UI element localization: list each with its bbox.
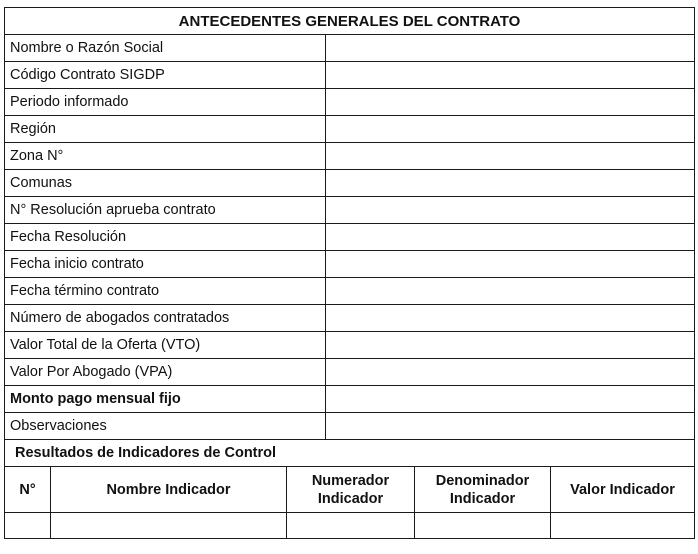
field-row [5, 62, 695, 89]
header-row [5, 467, 695, 513]
indicators-table [4, 439, 695, 539]
field-row [5, 278, 695, 305]
indicator-cell-value[interactable] [551, 513, 695, 539]
field-row [5, 386, 695, 413]
field-row [5, 116, 695, 143]
field-row [5, 35, 695, 62]
header-numerator-line1: Numerador [311, 472, 390, 489]
field-label: Periodo informado [5, 89, 326, 116]
header-denominator-line2: Indicador [449, 490, 516, 507]
title-row [5, 8, 695, 35]
field-row [5, 332, 695, 359]
field-row [5, 251, 695, 278]
field-value[interactable] [326, 386, 695, 413]
section-row [5, 440, 695, 467]
indicator-cell-num[interactable] [5, 513, 51, 539]
field-label: Región [5, 116, 326, 143]
field-row [5, 305, 695, 332]
field-value[interactable] [326, 116, 695, 143]
field-value[interactable] [326, 62, 695, 89]
field-label: Fecha término contrato [5, 278, 326, 305]
field-label: Nombre o Razón Social [5, 35, 326, 62]
header-numerator-line2: Indicador [317, 490, 384, 507]
field-row [5, 359, 695, 386]
field-label: Fecha Resolución [5, 224, 326, 251]
section-title: Resultados de Indicadores de Control [5, 440, 695, 467]
field-row [5, 413, 695, 440]
contract-form [4, 7, 694, 539]
field-row [5, 143, 695, 170]
indicator-cell-numerator[interactable] [287, 513, 415, 539]
indicator-cell-denominator[interactable] [415, 513, 551, 539]
header-num: N° [5, 467, 51, 513]
field-value[interactable] [326, 359, 695, 386]
form-title: ANTECEDENTES GENERALES DEL CONTRATO [5, 8, 695, 35]
field-value[interactable] [326, 251, 695, 278]
field-value[interactable] [326, 35, 695, 62]
field-value[interactable] [326, 332, 695, 359]
indicator-cell-name[interactable] [51, 513, 287, 539]
header-numerator [287, 467, 415, 513]
field-label: Valor Total de la Oferta (VTO) [5, 332, 326, 359]
field-value[interactable] [326, 413, 695, 440]
field-value[interactable] [326, 143, 695, 170]
header-denominator [415, 467, 551, 513]
general-info-table [4, 7, 695, 440]
field-value[interactable] [326, 224, 695, 251]
field-label: Observaciones [5, 413, 326, 440]
field-label: Fecha inicio contrato [5, 251, 326, 278]
header-value: Valor Indicador [551, 467, 695, 513]
field-value[interactable] [326, 278, 695, 305]
header-denominator-line1: Denominador [435, 472, 530, 489]
field-label: Valor Por Abogado (VPA) [5, 359, 326, 386]
field-row [5, 197, 695, 224]
field-label: Zona N° [5, 143, 326, 170]
field-label: Número de abogados contratados [5, 305, 326, 332]
field-row [5, 89, 695, 116]
field-value[interactable] [326, 170, 695, 197]
field-label: Monto pago mensual fijo [5, 386, 326, 413]
header-name: Nombre Indicador [51, 467, 287, 513]
field-row [5, 224, 695, 251]
field-label: Código Contrato SIGDP [5, 62, 326, 89]
field-value[interactable] [326, 89, 695, 116]
field-value[interactable] [326, 197, 695, 224]
indicator-row [5, 513, 695, 539]
field-label: Comunas [5, 170, 326, 197]
field-label: N° Resolución aprueba contrato [5, 197, 326, 224]
field-value[interactable] [326, 305, 695, 332]
field-row [5, 170, 695, 197]
